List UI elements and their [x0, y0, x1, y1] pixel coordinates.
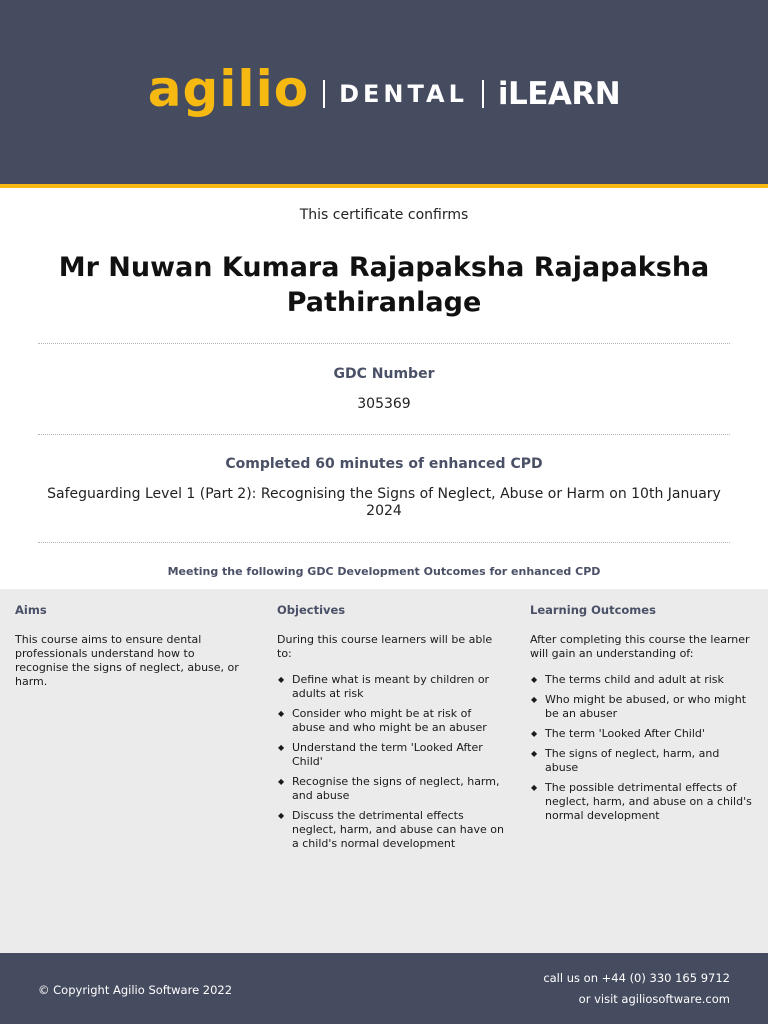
certificate-footer [0, 953, 768, 1024]
bullet-icon: ◆ [531, 729, 538, 738]
bullet-icon: ◆ [531, 783, 538, 792]
list-item [277, 673, 505, 701]
list-item [277, 809, 505, 851]
outcomes-section [0, 589, 768, 953]
list-item-text: The possible detrimental effects of neglect, harm, and abuse on a child's normal development [545, 781, 752, 822]
list-item [530, 781, 755, 823]
list-item-text: Recognise the signs of neglect, harm, and abuse [292, 775, 500, 802]
list-item [530, 693, 755, 721]
certificate-intro: This certificate confirms [299, 207, 469, 223]
bullet-icon: ◆ [531, 675, 538, 684]
bullet-icon: ◆ [531, 749, 538, 758]
list-item [530, 673, 755, 687]
learning-outcomes-intro: After completing this course the learner will gain an understanding of: [530, 633, 750, 660]
list-item-text: Understand the term 'Looked After Child' [292, 741, 483, 768]
learning-outcomes-list [530, 673, 755, 823]
bullet-icon: ◆ [531, 695, 538, 704]
bullet-icon: ◆ [278, 675, 285, 684]
logo-divider [482, 80, 484, 108]
contact-phone: call us on +44 (0) 330 165 9712 [543, 971, 730, 985]
list-item-text: Define what is meant by children or adults at risk [292, 673, 490, 700]
bullet-icon: ◆ [278, 709, 285, 718]
outcomes-heading: Meeting the following GDC Development Outcomes for enhanced CPD [167, 565, 601, 578]
objectives-column [277, 603, 505, 857]
contact-website: or visit agiliosoftware.com [578, 992, 730, 1006]
divider [38, 434, 730, 435]
aims-title: Aims [15, 603, 47, 617]
ilearn-wordmark: iLEARN [497, 76, 621, 112]
learning-outcomes-title: Learning Outcomes [530, 603, 656, 617]
divider [38, 542, 730, 543]
agilio-wordmark: agilio [147, 60, 310, 118]
bullet-icon: ◆ [278, 777, 285, 786]
aims-column [15, 603, 240, 689]
list-item [277, 707, 505, 735]
bullet-icon: ◆ [278, 811, 285, 820]
list-item-text: Who might be abused, or who might be an abuser [545, 693, 747, 720]
logo-divider [323, 80, 325, 108]
recipient-name: Mr Nuwan Kumara Rajapaksha Rajapaksha Pathiranlage [58, 252, 710, 318]
dental-wordmark: DENTAL [339, 80, 468, 108]
list-item [530, 727, 755, 741]
divider [38, 343, 730, 344]
copyright-text: © Copyright Agilio Software 2022 [38, 983, 233, 997]
list-item-text: Consider who might be at risk of abuse and who might be an abuser [292, 707, 487, 734]
gdc-number-label: GDC Number [333, 366, 435, 382]
list-item [277, 741, 505, 769]
brand-logo [0, 60, 768, 122]
list-item-text: Discuss the detrimental effects neglect, harm, and abuse can have on a child's normal development [292, 809, 504, 850]
bullet-icon: ◆ [278, 743, 285, 752]
course-title: Safeguarding Level 1 (Part 2): Recognising the Signs of Neglect, Abuse or Harm on 10th January 2024 [47, 486, 721, 519]
list-item-text: The term 'Looked After Child' [545, 727, 705, 740]
list-item [530, 747, 755, 775]
objectives-title: Objectives [277, 603, 346, 617]
aims-text: This course aims to ensure dental professionals understand how to recognise the signs of neglect, abuse, or harm. [15, 633, 239, 688]
list-item-text: The terms child and adult at risk [545, 673, 724, 686]
list-item-text: The signs of neglect, harm, and abuse [545, 747, 720, 774]
list-item [277, 775, 505, 803]
certificate-header [0, 0, 768, 184]
gdc-number-value: 305369 [357, 396, 411, 412]
objectives-intro: During this course learners will be able to: [277, 633, 493, 660]
header-accent-rule [0, 184, 768, 188]
learning-outcomes-column [530, 603, 755, 829]
cpd-completed-heading: Completed 60 minutes of enhanced CPD [225, 456, 543, 472]
objectives-list [277, 673, 505, 851]
